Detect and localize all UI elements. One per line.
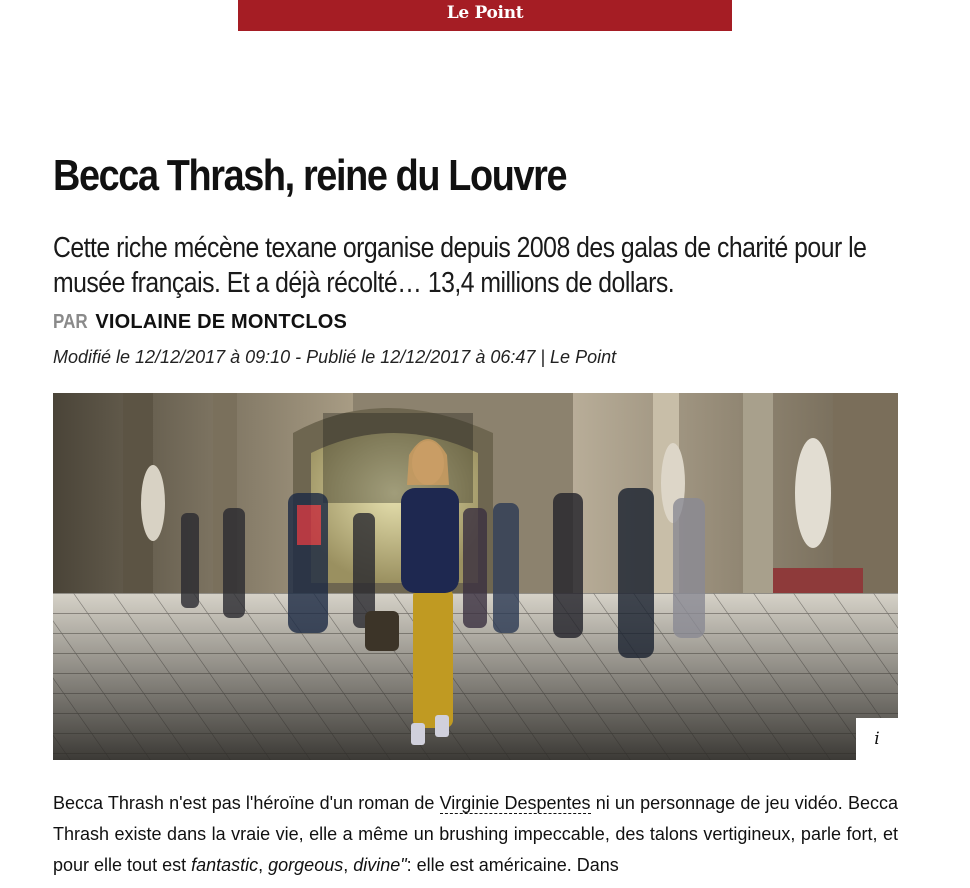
body-text-segment: : elle est américaine. Dans: [406, 855, 619, 875]
virginie-despentes-link[interactable]: Virginie Despentes: [439, 793, 591, 813]
body-emphasis: fantastic: [191, 855, 259, 875]
body-text-segment: Becca Thrash n'est pas l'héroïne d'un roman de: [53, 793, 440, 813]
article-standfirst: Cette riche mécène texane organise depuis 2008 des galas de charité pour le musée français. Et a déjà récolté… 13,4 millions de dollars.: [53, 232, 867, 299]
author-link[interactable]: VIOLAINE DE MONTCLOS: [95, 311, 348, 333]
louvre-gallery-photo: [53, 393, 898, 760]
body-text-segment: ,: [258, 855, 269, 875]
article-photo: [53, 393, 898, 760]
body-text-segment: ni un personnage de jeu vidéo. Becca Thrash existe dans la vraie vie, elle a même un brushing impeccable, des talons vertigineux, parle fort, et pour elle tout est: [53, 793, 898, 875]
body-emphasis: divine": [353, 855, 407, 875]
info-icon: i: [874, 729, 880, 749]
article-dateline: Modifié le 12/12/2017 à 09:10 - Publié le 12/12/2017 à 06:47 | Le Point: [53, 347, 617, 367]
byline-prefix: PAR: [53, 311, 88, 333]
body-text-segment: ,: [343, 855, 354, 875]
le-point-logo[interactable]: Le Point: [446, 2, 524, 23]
masthead: [238, 0, 732, 31]
photo-info-button[interactable]: [856, 718, 898, 760]
body-emphasis: gorgeous: [268, 855, 344, 875]
article-headline: Becca Thrash, reine du Louvre: [53, 151, 567, 200]
article-body-paragraph: [53, 788, 898, 881]
article-byline: [53, 309, 347, 335]
